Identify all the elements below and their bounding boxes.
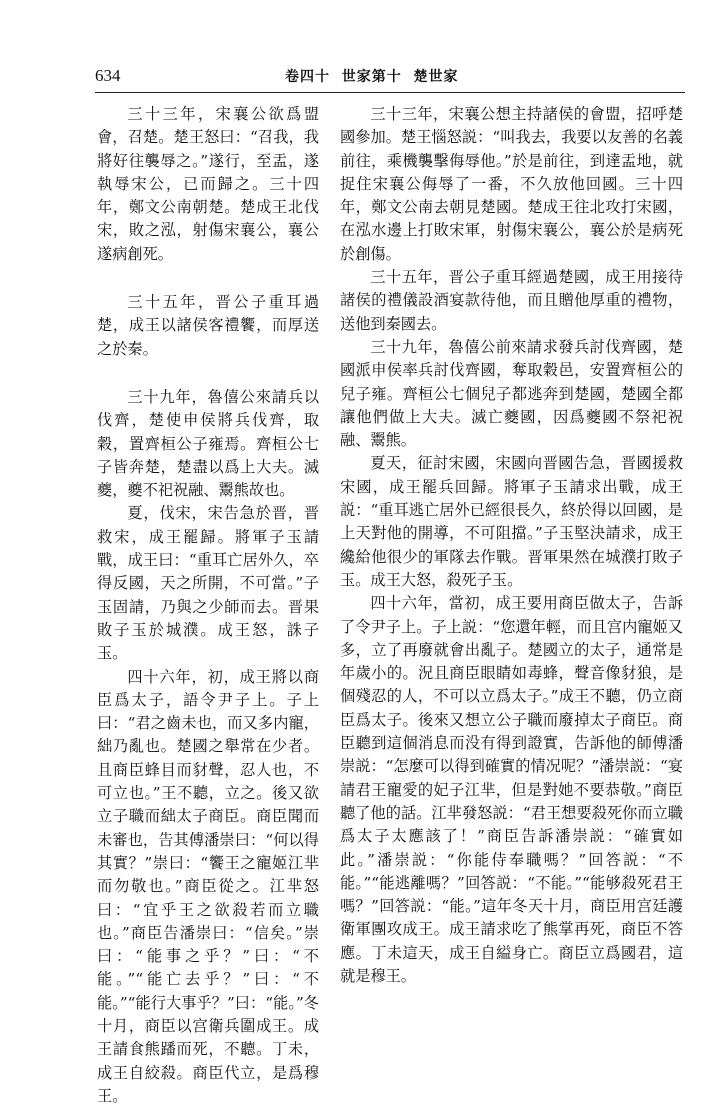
page-number: 634 (95, 66, 121, 85)
classical-paragraph: 夏，伐宋，宋告急於晋，晋救宋，成王罷歸。將軍子玉請戰，成王曰：“重耳亡居外久，卒得反國，天之所開，不可當。”子玉固請，乃與之少師而去。晋果敗子玉於城濮。成王怒，誅子玉。 (97, 504, 319, 663)
translation-column (340, 103, 683, 988)
header-rule (95, 92, 685, 93)
classical-paragraph: 三十九年，魯僖公來請兵以伐齊，楚使申侯將兵伐齊，取穀，置齊桓公子雍焉。齊桓公七子皆奔楚，楚盡以爲上大夫。滅夔，夔不祀祝融、鬻熊故也。 (97, 387, 319, 500)
translation-paragraph: 三十九年，魯僖公前來請求發兵討伐齊國，楚國派申侯率兵討伐齊國，奪取穀邑，安置齊桓公的兒子雍。齊桓公七個兒子都逃奔到楚國，楚國全都讓他們做上大夫。滅亡夔國，因爲夔國不祭祀祝融、鬻熊。 (340, 337, 683, 450)
translation-paragraph: 四十六年，當初，成王要用商臣做太子，告訴了令尹子上。子上説：“您還年輕，而且宫内寵姬又多，立了再廢就會出亂子。楚國立的太子，通常是年歲小的。況且商臣眼睛如毒蜂，聲音像豺狼，是個殘忍的人，不可以立爲太子。”成王不聽，仍立商臣爲太子。後來又想立公子職而廢掉太子商臣。商臣聽到這個消息而没有得到證實，告訴他的師傅潘崇説：“怎麼可以得到確實的情况呢？”潘崇説：“宴請君王寵愛的妃子江芈，但是對她不要恭敬。”商臣聽了他的話。江芈發怒説：“君王想要殺死你而立職爲太子太應該了！”商臣告訴潘崇説：“確實如此。”潘崇説：“你能侍奉職嗎？”回答説：“不能。”“能逃離嗎？”回答説：“不能。”“能够殺死君王嗎？”回答説：“能。”這年冬天十月，商臣用宫廷護衛軍團攻成王。成王請求吃了熊掌再死，商臣不答應。丁未這天，成王自縊身亡。商臣立爲國君，這就是穆王。 (340, 594, 683, 985)
translation-paragraph: 夏天，征討宋國，宋國向晋國告急，晋國援救宋國，成王罷兵回歸。將軍子玉請求出戰，成王説：“重耳逃亡居外已經很長久，終於得以回國，是上天對他的開導，不可阻擋。”子玉堅決請求，成王纔給他很少的軍隊去作戰。晋軍果然在城濮打敗子玉。成王大怒，殺死子玉。 (340, 454, 683, 589)
translation-paragraph: 三十三年，宋襄公想主持諸侯的會盟，招呼楚國參加。楚王惱怒説：“叫我去，我要以友善的名義前往，乘機襲擊侮辱他。”於是前往，到達盂地，就捉住宋襄公侮辱了一番，不久放他回國。三十四年，鄭文公南去朝見楚國。楚成王往北攻打宋國，在泓水邊上打敗宋軍，射傷宋襄公，襄公於是病死於創傷。 (340, 105, 683, 263)
translation-paragraph: 三十五年，晋公子重耳經過楚國，成王用接待諸侯的禮儀設酒宴款待他，而且贈他厚重的禮物，送他到秦國去。 (340, 268, 683, 333)
running-head: 卷四十 世家第十 楚世家 (285, 69, 459, 85)
page-header (95, 58, 685, 92)
classical-text-column (97, 103, 319, 1108)
classical-paragraph: 三十三年，宋襄公欲爲盟會，召楚。楚王怒曰：“召我，我將好往襲辱之。”遂行，至盂，遂執辱宋公，已而歸之。三十四年，鄭文公南朝楚。楚成王北伐宋，敗之泓，射傷宋襄公，襄公遂病創死。 (97, 105, 319, 263)
classical-paragraph: 三十五年，晋公子重耳過楚，成王以諸侯客禮饗，而厚送之於秦。 (97, 293, 319, 358)
classical-paragraph: 四十六年，初，成王將以商臣爲太子，語令尹子上。子上曰：“君之齒未也，而又多内寵，絀乃亂也。楚國之舉常在少者。且商臣蜂目而豺聲，忍人也，不可立也。”王不聽，立之。後又欲立子職而絀太子商臣。商臣聞而未審也，告其傅潘崇曰：“何以得其實？”崇曰：“饗王之寵姬江芈而勿敬也。”商臣從之。江芈怒曰：“宜乎王之欲殺若而立職也。”商臣告潘崇曰：“信矣。”崇曰：“能事之乎？”曰：“不能。”“能亡去乎？”曰：“不能。”“能行大事乎？”曰：“能。”冬十月，商臣以宫衛兵圍成王。成王請食熊蹯而死，不聽。丁未，成王自絞殺。商臣代立，是爲穆王。 (97, 667, 319, 1105)
